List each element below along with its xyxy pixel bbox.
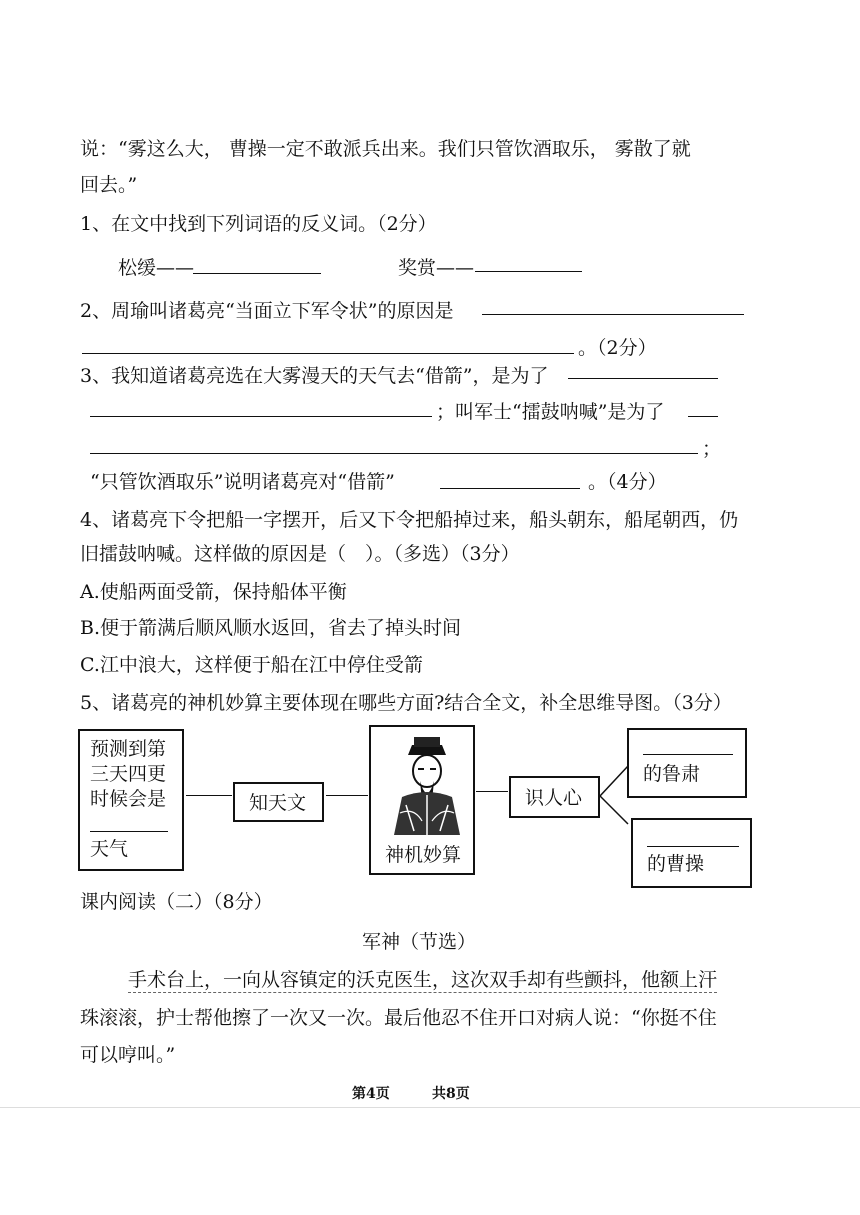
question-5: 5、诸葛亮的神机妙算主要体现在哪些方面?结合全文，补全思维导图。（3分） [80, 692, 732, 714]
question-4-cont: 旧擂鼓呐喊。这样做的原因是（ ）。（多选）（3分） [80, 543, 520, 565]
question-3-tail: “只管饮酒取乐”说明诸葛亮对“借箭” [90, 471, 395, 493]
passage-line [128, 968, 717, 992]
answer-blank[interactable] [482, 314, 744, 315]
mindmap-text: 预测到第 [90, 738, 167, 760]
answer-blank[interactable] [647, 846, 739, 847]
text-line: 回去。” [80, 174, 138, 196]
answer-blank[interactable] [193, 273, 321, 274]
text-line: 说：“雾这么大， 曹操一定不敢派兵出来。我们只管饮酒取乐， 雾散了就 [80, 138, 691, 160]
answer-blank[interactable] [90, 831, 168, 832]
mindmap-text: 天气 [90, 838, 129, 860]
q1-word-b: 奖赏—— [398, 257, 475, 279]
question-2: 2、周瑜叫诸葛亮“当面立下军令状”的原因是 [80, 300, 454, 322]
page-total: 共8页 [432, 1086, 470, 1102]
page-number: 第4页 [352, 1086, 390, 1102]
node-label: 知天文 [249, 792, 307, 814]
zhuge-liang-portrait [384, 735, 470, 835]
connector-line [326, 795, 368, 796]
mindmap-right-bottom [631, 818, 752, 888]
score-note: 。（4分） [588, 471, 667, 493]
mindmap-left-box [78, 729, 184, 871]
score-note: 。（2分） [578, 337, 657, 359]
branch-lines [600, 760, 630, 830]
passage-line: 珠滚滚，护士帮他擦了一次又一次。最后他忍不住开口对病人说：“你挺不住 [80, 1007, 717, 1029]
center-label: 神机妙算 [385, 844, 462, 866]
option-c: C.江中浪大，这样便于船在江中停住受箭 [80, 654, 423, 676]
punct: ； [702, 438, 722, 460]
passage-title: 军神（节选） [362, 931, 477, 953]
answer-blank[interactable] [440, 488, 580, 489]
passage-line: 可以哼叫。” [80, 1044, 176, 1066]
mindmap-text: 时候会是 [90, 788, 167, 810]
underlined-text: 手术台上，一向从容镇定的沃克医生，这次双手却有些颤抖，他额上汗 [128, 969, 718, 991]
connector-line [476, 791, 508, 792]
mindmap-right-top [627, 728, 747, 798]
mindmap-node-tianwen [233, 782, 324, 822]
question-4: 4、诸葛亮下令把船一字摆开，后又下令把船掉过来，船头朝东，船尾朝西，仍 [80, 509, 739, 531]
question-3-mid: ；叫军士“擂鼓呐喊”是为了 [436, 401, 665, 423]
answer-blank[interactable] [568, 378, 718, 379]
answer-blank[interactable] [82, 353, 574, 354]
answer-blank[interactable] [688, 416, 718, 417]
answer-blank[interactable] [90, 453, 698, 454]
question-3: 3、我知道诸葛亮选在大雾漫天的天气去“借箭”，是为了 [80, 365, 549, 387]
mindmap-text: 三天四更 [90, 763, 167, 785]
option-a: A.使船两面受箭，保持船体平衡 [80, 581, 347, 603]
node-label: 的曹操 [647, 853, 705, 875]
node-label: 识人心 [525, 787, 583, 809]
page-divider [0, 1107, 860, 1108]
q1-word-a: 松缓—— [118, 257, 195, 279]
connector-line [186, 795, 232, 796]
node-label: 的鲁肃 [643, 763, 701, 785]
mindmap-node-renxin [509, 776, 600, 818]
question-1: 1、在文中找到下列词语的反义词。（2分） [80, 213, 437, 235]
answer-blank[interactable] [643, 754, 733, 755]
answer-blank[interactable] [90, 416, 432, 417]
section-heading: 课内阅读（二）（8分） [80, 891, 273, 913]
answer-blank[interactable] [475, 271, 582, 272]
option-b: B.便于箭满后顺风顺水返回，省去了掉头时间 [80, 617, 462, 639]
